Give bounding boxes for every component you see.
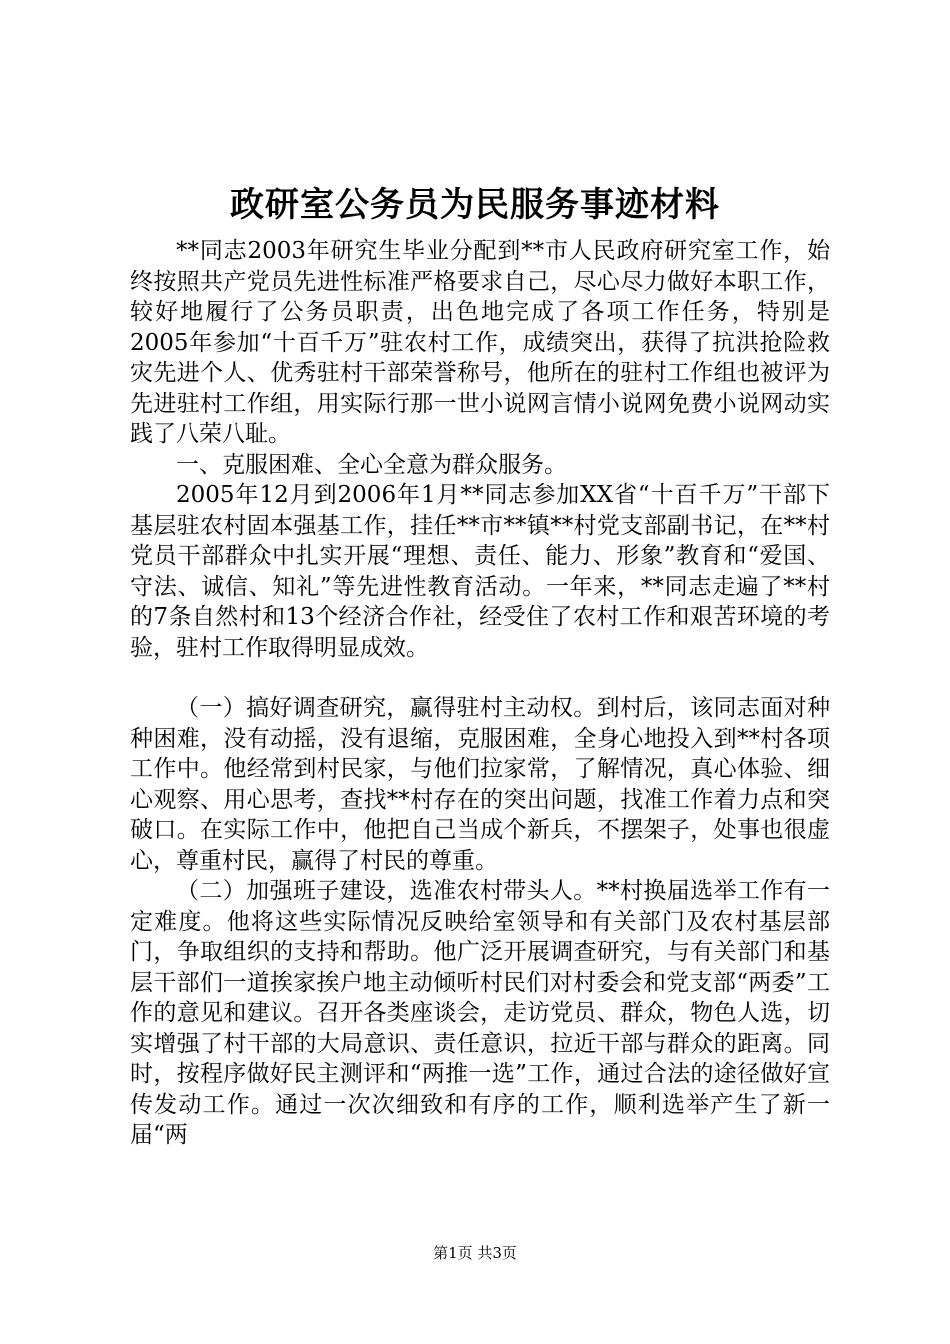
section-heading-1: 一、克服困难、全心全意为群众服务。 <box>176 451 567 478</box>
page-number-footer: 第1页 共3页 <box>433 1244 517 1262</box>
paragraph-intro: **同志2003年研究生毕业分配到**市人民政府研究室工作，始终按照共产党员先进性标准严格要求自己，尽心尽力做好本职工作，较好地履行了公务员职责，出色地完成了各项工作任务，特别是2005年参加“十百千万”驻农村工作，成绩突出，获得了抗洪抢险救灾先进个人、优秀驻村干部荣誉称号，他所在的驻村工作组也被评为先进驻村工作组，用实际行那一世小说网言情小说网免费小说网动实践了八荣八耻。 <box>130 238 830 447</box>
document-title: 政研室公务员为民服务事迹材料 <box>230 185 720 225</box>
paragraph-subsection-1: （一）搞好调查研究，赢得驻村主动权。到村后，该同志面对种种困难，没有动摇，没有退缩，克服困难，全身心地投入到**村各项工作中。他经常到村民家，与他们拉家常，了解情况，真心体验、细心观察、用心思考，查找**村存在的突出问题，找准工作着力点和突破口。在实际工作中，他把自己当成个新兵，不摆架子，处事也很虚心，尊重村民，赢得了村民的尊重。 <box>130 695 830 874</box>
paragraph-subsection-2: （二）加强班子建设，选准农村带头人。**村换届选举工作有一定难度。他将这些实际情况反映给室领导和有关部门及农村基层部门，争取组织的支持和帮助。他广泛开展调查研究，与有关部门和基层干部们一道挨家挨户地主动倾听村民们对村委会和党支部“两委”工作的意见和建议。召开各类座谈会，走访党员、群众，物色人选，切实增强了村干部的大局意识、责任意识，拉近干部与群众的距离。同时，按程序做好民主测评和“两推一选”工作，通过合法的途径做好宣传发动工作。通过一次次细致和有序的工作，顺利选举产生了新一届“两 <box>130 878 830 1148</box>
document-body <box>130 236 830 1151</box>
paragraph-section-1: 2005年12月到2006年1月**同志参加XX省“十百千万”干部下基层驻农村固本强基工作，挂任**市**镇**村党支部副书记，在**村党员干部群众中扎实开展“理想、责任、能力、形象”教育和“爱国、守法、诚信、知礼”等先进性教育活动。一年来，**同志走遍了**村的7条自然村和13个经济合作社，经受住了农村工作和艰苦环境的考验，驻村工作取得明显成效。 <box>130 482 830 661</box>
